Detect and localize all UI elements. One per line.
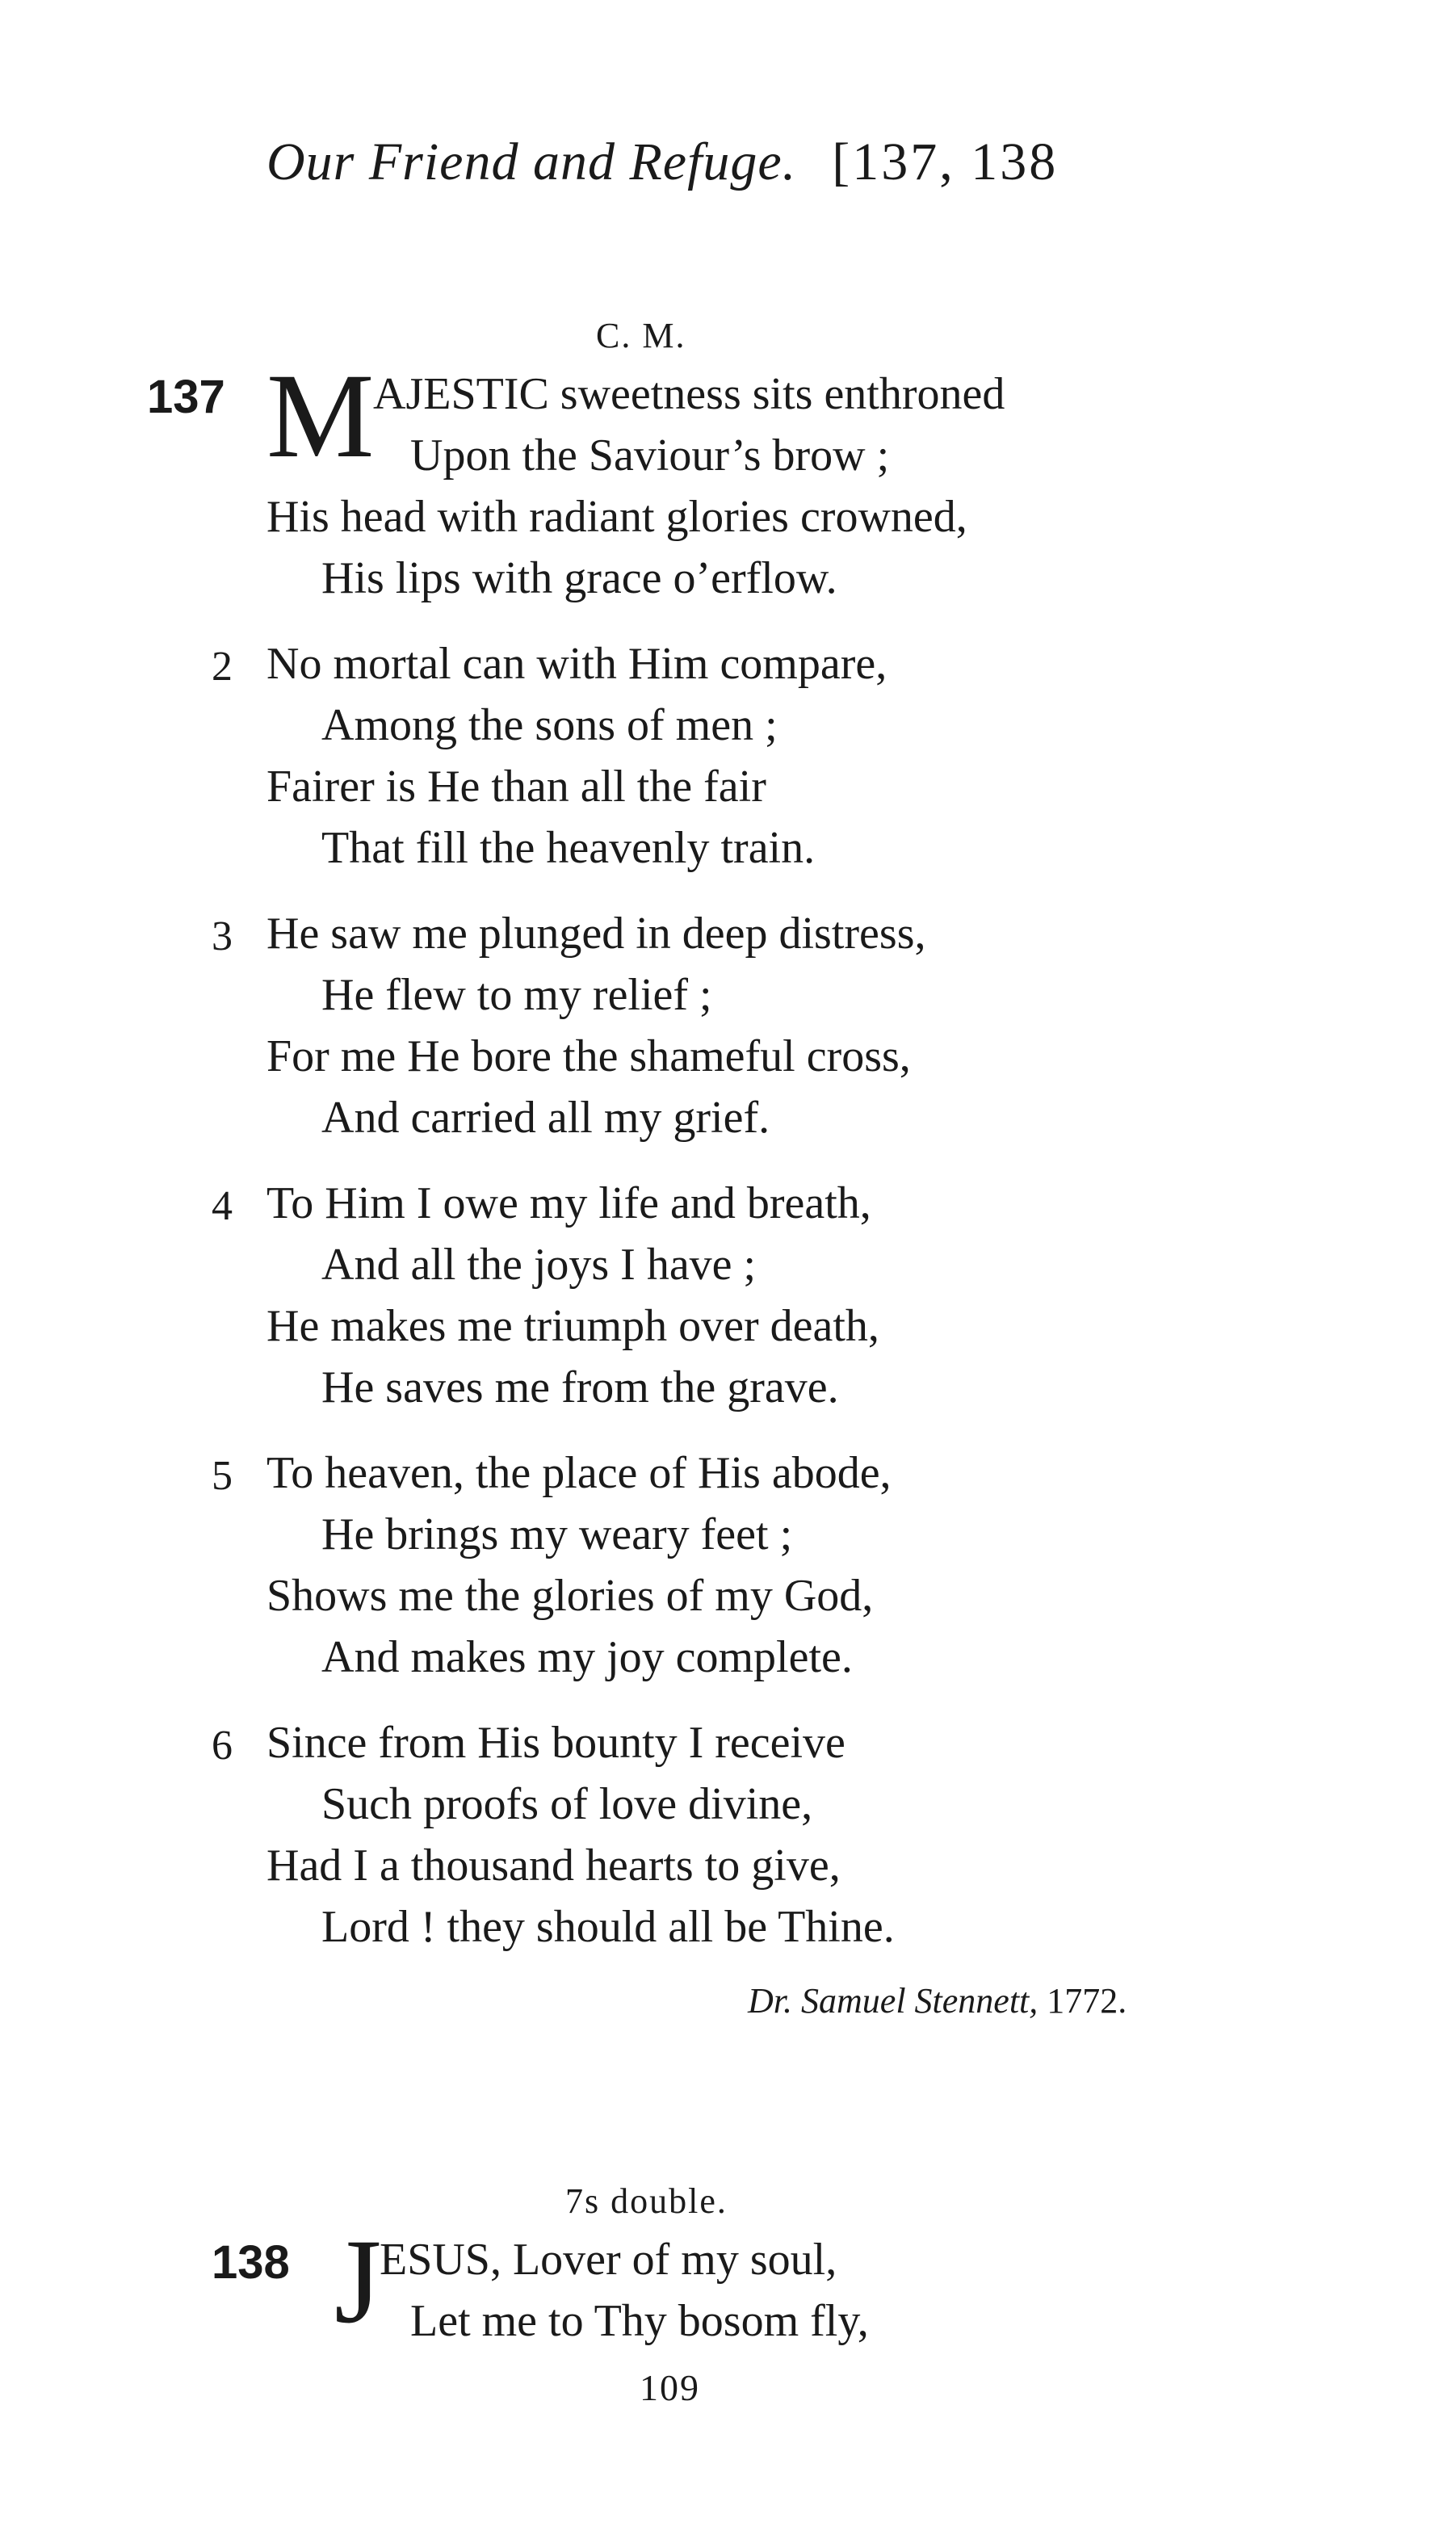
running-head [266,132,1059,191]
verse-line: And carried all my grief. [321,1093,770,1143]
running-head-hymn-numbers: [137, 138 [832,132,1059,191]
verse-line: Let me to Thy bosom fly, [410,2296,869,2346]
verse-line: To Him I owe my life and breath, [266,1178,871,1228]
verse-line: No mortal can with Him compare, [266,639,887,689]
verse-number: 6 [212,1723,233,1769]
attribution-author: Dr. Samuel Stennett, [748,1981,1039,2021]
verse-number: 3 [212,913,233,959]
verse-line: Shows me the glories of my God, [266,1571,874,1621]
verse-line: Upon the Saviour’s brow ; [410,430,890,481]
verse-line: He saves me from the grave. [321,1362,839,1412]
verse-line: His head with radiant glories crowned, [266,492,967,542]
verse-line: ESUS, Lover of my soul, [380,2235,837,2285]
verse-line: AJESTIC sweetness sits enthroned [373,369,1005,419]
hymn-138-meter: 7s double. [565,2181,728,2221]
hymn-138-number: 138 [212,2236,290,2289]
verse-line: To heaven, the place of His abode, [266,1448,892,1498]
hymn-137-dropcap: M [266,349,375,483]
hymn-137-number: 137 [147,371,225,423]
page-number: 109 [640,2367,700,2408]
verse-number: 4 [212,1183,233,1229]
verse-line: Lord ! they should all be Thine. [321,1902,895,1952]
verse-line: Since from His bounty I receive [266,1718,845,1768]
hymn-137-meter: C. M. [596,316,686,355]
verse-number: 2 [212,644,233,690]
verse-line: Had I a thousand hearts to give, [266,1841,841,1891]
verse-line: Fairer is He than all the fair [266,762,766,812]
verse-line: Such proofs of love divine, [321,1779,813,1829]
verse-line: He flew to my relief ; [321,970,712,1020]
running-head-title: Our Friend and Refuge. [266,132,797,191]
hymn-137-attribution [748,1980,1127,2021]
verse-line: He brings my weary feet ; [321,1509,793,1559]
verse-line: Among the sons of men ; [321,700,778,750]
verse-line: He makes me triumph over death, [266,1301,879,1351]
verse-line: And all the joys I have ; [321,1240,757,1290]
verse-line: His lips with grace o’erflow. [321,553,837,603]
verse-line: He saw me plunged in deep distress, [266,909,926,959]
verse-line: That fill the heavenly train. [321,823,816,873]
verse-line: For me He bore the shameful cross, [266,1031,911,1081]
verse-line: And makes my joy complete. [321,1632,853,1682]
hymn-138-dropcap: J [334,2214,382,2348]
attribution-year: 1772. [1047,1981,1127,2021]
verse-number: 5 [212,1453,233,1499]
